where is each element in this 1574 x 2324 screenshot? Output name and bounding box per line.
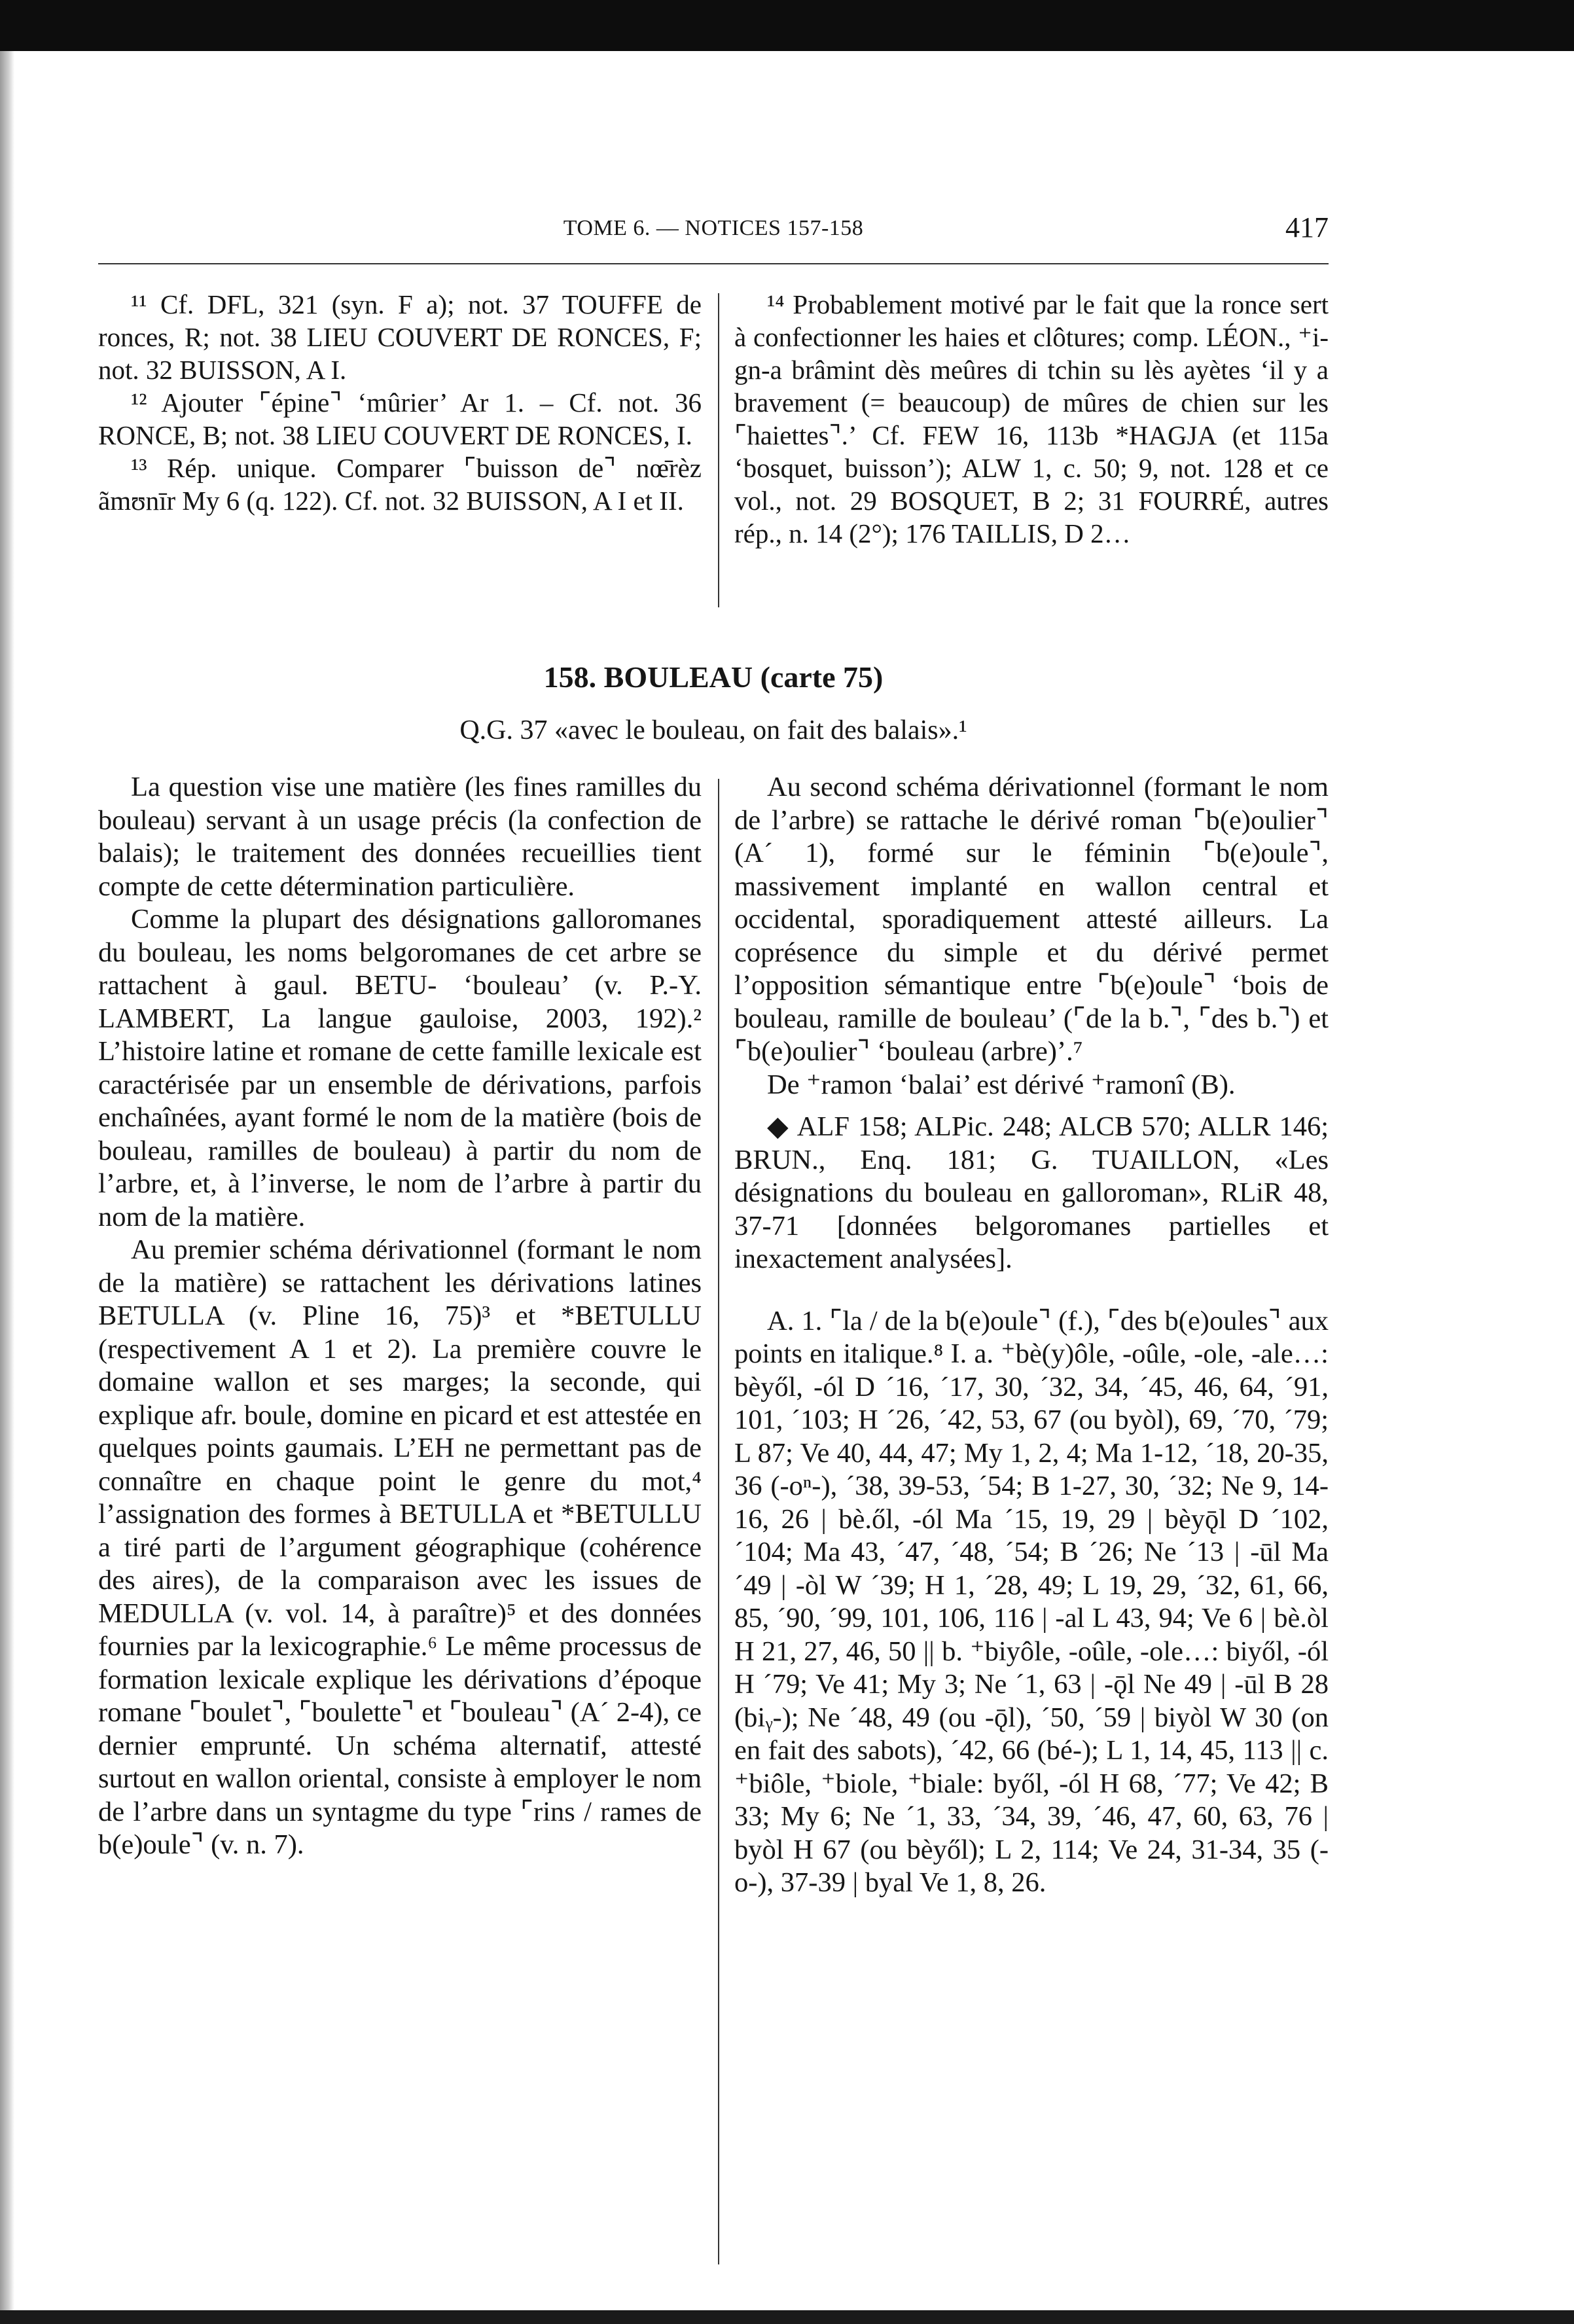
left-column: [98, 771, 702, 1862]
running-head: [98, 211, 1329, 264]
bibliography-paragraph: ◆ ALF 158; ALPic. 248; ALCB 570; ALLR 146; BRUN., Enq. 181; G. TUAILLON, «Les désignations du bouleau en galloroman», RLiR 48, 37-71 [données belgoromanes partielles et inexactement analysées].: [734, 1111, 1329, 1274]
column-rule-footnotes: [718, 293, 719, 607]
left-paragraph-3: Au premier schéma dérivationnel (formant le nom de la matière) se rattachent les dérivations latines BETULLA (v. Pline 16, 75)³ et *BETULLU (respectivement A 1 et 2). La première couvre le domaine wallon et ses marges; la seconde, qui explique afr. boule, domine en picard et est attestée en quelques points gaumais. L’EH ne permettant pas de connaître en chaque point le genre du mot,⁴ l’assignation des formes à BETULLA et *BETULLU a tiré parti de l’argument géographique (cohérence des aires), de la comparaison avec les issues de MEDULLA (v. vol. 14, à paraître)⁵ et des données fournies par la lexicographie.⁶ Le même processus de formation lexicale explique les dérivations d’époque romane ⌜boulet⌝, ⌜boulette⌝ et ⌜bouleau⌝ (A´ 2-4), ce dernier emprunté. Un schéma alternatif, attesté surtout en wallon oriental, consiste à employer le nom de l’arbre dans un syntagme du type ⌜rins / rames de b(e)oule⌝ (v. n. 7).: [98, 1234, 702, 1860]
running-head-title: TOME 6. — NOTICES 157-158: [563, 216, 864, 240]
footnote-12: ¹² Ajouter ⌜épine⌝ ‘mûrier’ Ar 1. – Cf. not. 36 RONCE, B; not. 38 LIEU COUVERT DE RONCES, I.: [98, 387, 702, 450]
footnotes-left: [98, 288, 702, 517]
scan-border-left: [0, 51, 14, 2324]
footnote-14: ¹⁴ Probablement motivé par le fait que la ronce sert à confectionner les haies et clôtures; comp. LÉON., ⁺i-gn-a brâmint dès meûres di tchin su lès ayètes ‘il y a bravement (= beaucoup) de mûres de chien sur les ⌜haiettes⌝.’ Cf. FEW 16, 113b *HAGJA (et 115a ‘bosquet, buisson’); ALW 1, c. 50; 9, not. 128 et ce vol., not. 29 BOSQUET, B 2; 31 FOURRÉ, autres rép., n. 14 (2°); 176 TAILLIS, D 2…: [734, 289, 1329, 548]
scan-border-bottom: [0, 2310, 1574, 2324]
right-paragraph-2: De ⁺ramon ‘balai’ est dérivé ⁺ramonî (B).: [767, 1069, 1236, 1100]
spacer: [734, 1276, 1329, 1305]
left-paragraph-2: Comme la plupart des désignations galloromanes du bouleau, les noms belgoromanes de cet arbre se rattachent à gaul. BETU- ‘bouleau’ (v. P.-Y. LAMBERT, La langue gauloise, 2003, 192).² L’histoire latine et romane de cette famille lexicale est caractérisée par un ensemble de dérivations, parfois enchaînées, ayant formé le nom de la matière (bois de bouleau, ramilles de bouleau) à partir du nom de l’arbre, et, à l’inverse, le nom de l’arbre à partir du nom de la matière.: [98, 904, 702, 1232]
footnote-13: ¹³ Rép. unique. Comparer ⌜buisson de⌝ nœ̄rèz ãmʊnīr My 6 (q. 122). Cf. not. 32 BUISSON, A I et II.: [98, 453, 702, 516]
footnote-11: ¹¹ Cf. DFL, 321 (syn. F a); not. 37 TOUFFE de ronces, R; not. 38 LIEU COUVERT DE RONCES, F; not. 32 BUISSON, A I.: [98, 289, 702, 385]
spacer: [734, 1101, 1329, 1111]
left-paragraph-1: La question vise une matière (les fines ramilles du bouleau) servant à un usage précis (la confection de balais); le traitement des données recueillies tient compte de cette détermination particulière.: [98, 772, 702, 902]
column-rule-body: [718, 779, 719, 2264]
forms-paragraph: A. 1. ⌜la / de la b(e)oule⌝ (f.), ⌜des b(e)oules⌝ aux points en italique.⁸ I. a. ⁺bè(y)ôle, -oûle, -ole, -ale…: bèyől, -ól D ´16, ´17, 30, ´32, 34, ´45, 46, 64, ´91, 101, ´103; H ´26, ´42, 53, 67 (ou byòl), 69, ´70, ´79; L 87; Ve 40, 44, 47; My 1, 2, 4; Ma 1-12, ´18, 20-35, 36 (-oⁿ-), ´38, 39-53, ´54; B 1-27, 30, ´32; Ne 9, 14-16, 26 | bè.ől, -ól Ma ´15, 19, 29 | bèyǭl D ´102, ´104; Ma 43, ´47, ´48, ´54; B ´26; Ne ´13 | -ūl Ma ´49 | -òl W ´39; H 1, ´28, 49; L 19, 29, ´32, 61, 66, 85, ´90, ´99, 101, 106, 116 | -al L 43, 94; Ve 6 | bè.òl H 21, 27, 46, 50 || b. ⁺biyôle, -oûle, -ole…: biyől, -ól H ´79; Ve 41; My 3; Ne ´1, 63 | -ǭl Ne 49 | -ūl B 28 (biᵧ-); Ne ´48, 49 (ou -ǭl), ´50, ´59 | biyòl W 30 (on en fait des sabots), ´42, 66 (bé-); L 1, 14, 45, 113 || c. ⁺biôle, ⁺biole, ⁺biale: byől, -ól H 68, ´77; Ve 42; B 33; My 6; Ne ´1, 33, ´34, 39, ´46, 47, 60, 63, 76 | byòl H 67 (ou bèyől); L 2, 114; Ve 24, 31-34, 35 (-o-), 37-39 | byal Ve 1, 8, 26.: [734, 1305, 1329, 1898]
notice-question: Q.G. 37 «avec le bouleau, on fait des balais».¹: [459, 715, 967, 745]
right-paragraph-1: Au second schéma dérivationnel (formant le nom de l’arbre) se rattache le dérivé roman ⌜b(e)oulier⌝ (A´ 1), formé sur le féminin ⌜b(e)oule⌝, massivement implanté en wallon central et occidental, sporadiquement attesté ailleurs. La coprésence du simple et du dérivé permet l’opposition sémantique entre ⌜b(e)oule⌝ ‘bois de bouleau, ramille de bouleau’ (⌜de la b.⌝, ⌜des b.⌝) et ⌜b(e)oulier⌝ ‘bouleau (arbre)’.⁷: [734, 772, 1329, 1067]
notice-title: 158. BOULEAU (carte 75): [543, 660, 884, 694]
footnotes-right: [734, 288, 1329, 550]
scan-border-top: [0, 0, 1574, 51]
page-number: 417: [1285, 211, 1329, 243]
right-column: [734, 771, 1329, 1900]
